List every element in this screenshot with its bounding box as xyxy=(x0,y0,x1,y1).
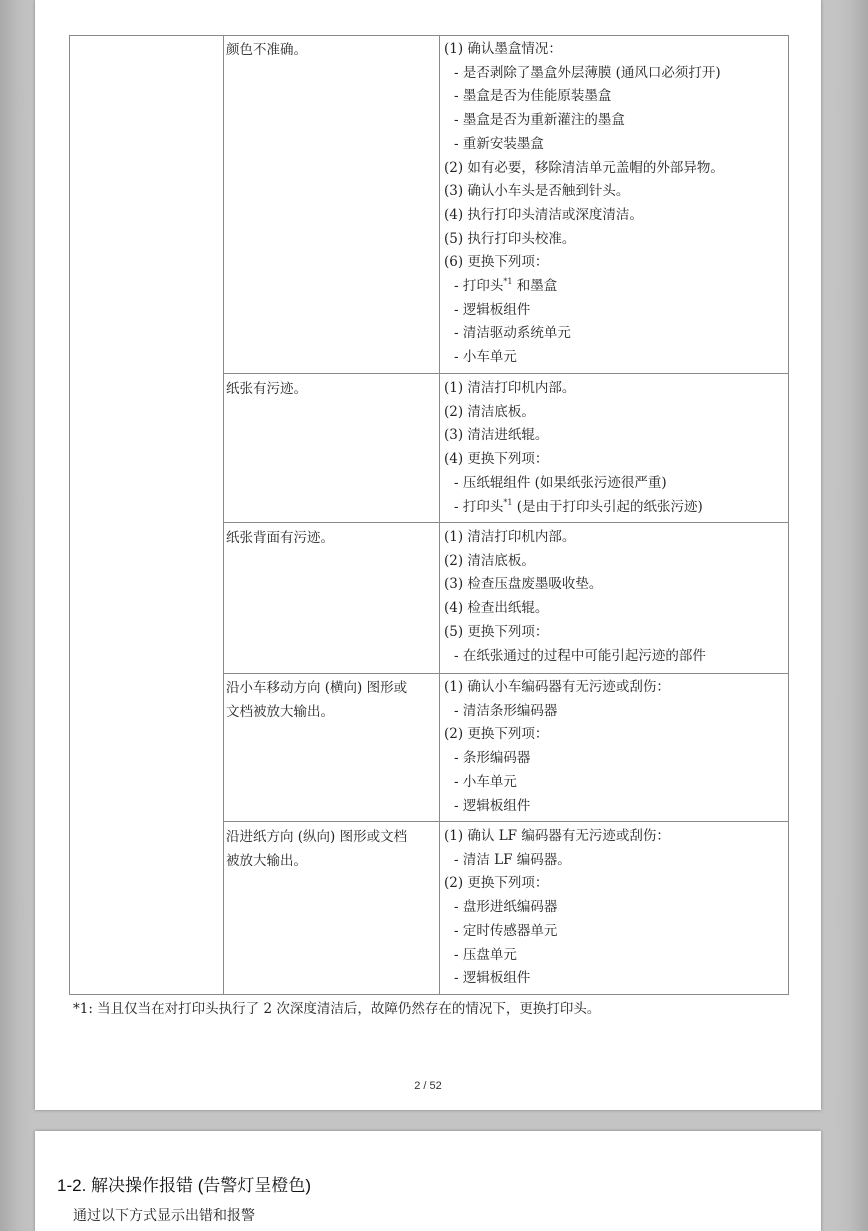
symptom-text: 文档被放大输出。 xyxy=(226,704,334,720)
document-page xyxy=(35,0,821,1110)
action-step: (3) 确认小车头是否触到针头。 xyxy=(444,183,630,200)
symptom-text: 沿小车移动方向 (横向) 图形或 xyxy=(226,680,408,696)
action-cell xyxy=(444,526,788,668)
action-subitem: - 重新安装墨盒 xyxy=(454,135,544,152)
action-subitem: - 打印头$^{*1}$ 和墨盒 xyxy=(454,277,558,295)
symptom-text: 被放大输出。 xyxy=(226,853,307,869)
symptom-text: 颜色不准确。 xyxy=(226,42,307,58)
action-subitem: - 打印头$^{*1}$ (是由于打印头引起的纸张污迹) xyxy=(454,497,703,515)
action-subitem: - 清洁 LF 编码器。 xyxy=(454,851,571,868)
action-subitem: - 墨盒是否为佳能原装墨盒 xyxy=(454,88,612,105)
action-step: (1) 确认墨盒情况： xyxy=(444,41,562,57)
symptom-text: 纸张背面有污迹。 xyxy=(226,530,334,546)
action-step: (3) 清洁进纸辊。 xyxy=(444,427,549,444)
action-step: (1) 清洁打印机内部。 xyxy=(444,529,576,545)
action-step: (5) 执行打印头校准。 xyxy=(444,230,576,247)
action-subitem: - 清洁条形编码器 xyxy=(454,702,558,719)
action-cell xyxy=(444,676,788,818)
action-cell xyxy=(444,38,788,370)
action-step: (2) 更换下列项： xyxy=(444,875,549,892)
action-subitem: - 小车单元 xyxy=(454,349,517,366)
page-number: 2 / 52 xyxy=(414,1080,442,1092)
action-subitem: - 逻辑板组件 xyxy=(454,301,531,318)
action-step: (4) 执行打印头清洁或深度清洁。 xyxy=(444,206,643,223)
symptom-text: 纸张有污迹。 xyxy=(226,381,307,397)
symptom-cell xyxy=(226,377,436,401)
footnote-marker: *1 xyxy=(503,497,513,507)
action-subitem: - 条形编码器 xyxy=(454,750,531,767)
action-step: (5) 更换下列项： xyxy=(444,623,549,640)
action-step: (2) 清洁底板。 xyxy=(444,403,535,420)
action-step: (1) 确认小车编码器有无污迹或刮伤： xyxy=(444,679,670,695)
row-divider xyxy=(223,673,788,674)
action-step: (4) 检查出纸辊。 xyxy=(444,600,549,617)
action-subitem: - 是否剥除了墨盒外层薄膜 (通风口必须打开) xyxy=(454,64,721,81)
symptom-cell xyxy=(226,526,436,550)
symptom-cell xyxy=(226,825,436,873)
row-divider xyxy=(223,373,788,374)
row-divider xyxy=(223,821,788,822)
action-subitem: - 盘形进纸编码器 xyxy=(454,899,558,916)
action-step: (3) 检查压盘废墨吸收垫。 xyxy=(444,576,603,593)
action-step: (2) 清洁底板。 xyxy=(444,552,535,569)
section-heading: 1-2. 解决操作报错 (告警灯呈橙色) xyxy=(57,1176,312,1195)
row-divider xyxy=(223,522,788,523)
action-subitem: - 清洁驱动系统单元 xyxy=(454,325,571,342)
action-subitem: - 定时传感器单元 xyxy=(454,922,558,939)
symptom-cell xyxy=(226,676,436,724)
action-step: (6) 更换下列项： xyxy=(444,254,549,271)
action-cell xyxy=(444,825,788,991)
action-subitem: - 压盘单元 xyxy=(454,946,517,963)
action-subitem: - 逻辑板组件 xyxy=(454,797,531,814)
footnote: *1: 当且仅当在对打印头执行了 2 次深度清洁后，故障仍然存在的情况下，更换打印头。 xyxy=(73,1001,601,1017)
action-subitem: - 墨盒是否为重新灌注的墨盒 xyxy=(454,112,625,129)
column-divider xyxy=(223,36,224,994)
action-subitem: - 逻辑板组件 xyxy=(454,970,531,987)
footnote-marker: *1 xyxy=(503,277,513,287)
action-step: (4) 更换下列项： xyxy=(444,451,549,468)
action-step: (2) 如有必要，移除清洁单元盖帽的外部异物。 xyxy=(444,159,724,176)
action-subitem: - 压纸辊组件 (如果纸张污迹很严重) xyxy=(454,474,667,491)
column-divider xyxy=(439,36,440,994)
symptom-cell xyxy=(226,38,436,62)
action-step: (1) 确认 LF 编码器有无污迹或刮伤： xyxy=(444,828,670,844)
troubleshooting-table xyxy=(69,35,789,995)
section-text: 通过以下方式显示出错和报警 xyxy=(73,1207,255,1223)
action-subitem: - 小车单元 xyxy=(454,773,517,790)
action-subitem: - 在纸张通过的过程中可能引起污迹的部件 xyxy=(454,647,706,664)
action-step: (2) 更换下列项： xyxy=(444,726,549,743)
action-cell xyxy=(444,377,788,519)
action-step: (1) 清洁打印机内部。 xyxy=(444,380,576,396)
symptom-text: 沿进纸方向 (纵向) 图形或文档 xyxy=(226,829,408,845)
next-document-page xyxy=(35,1131,821,1231)
